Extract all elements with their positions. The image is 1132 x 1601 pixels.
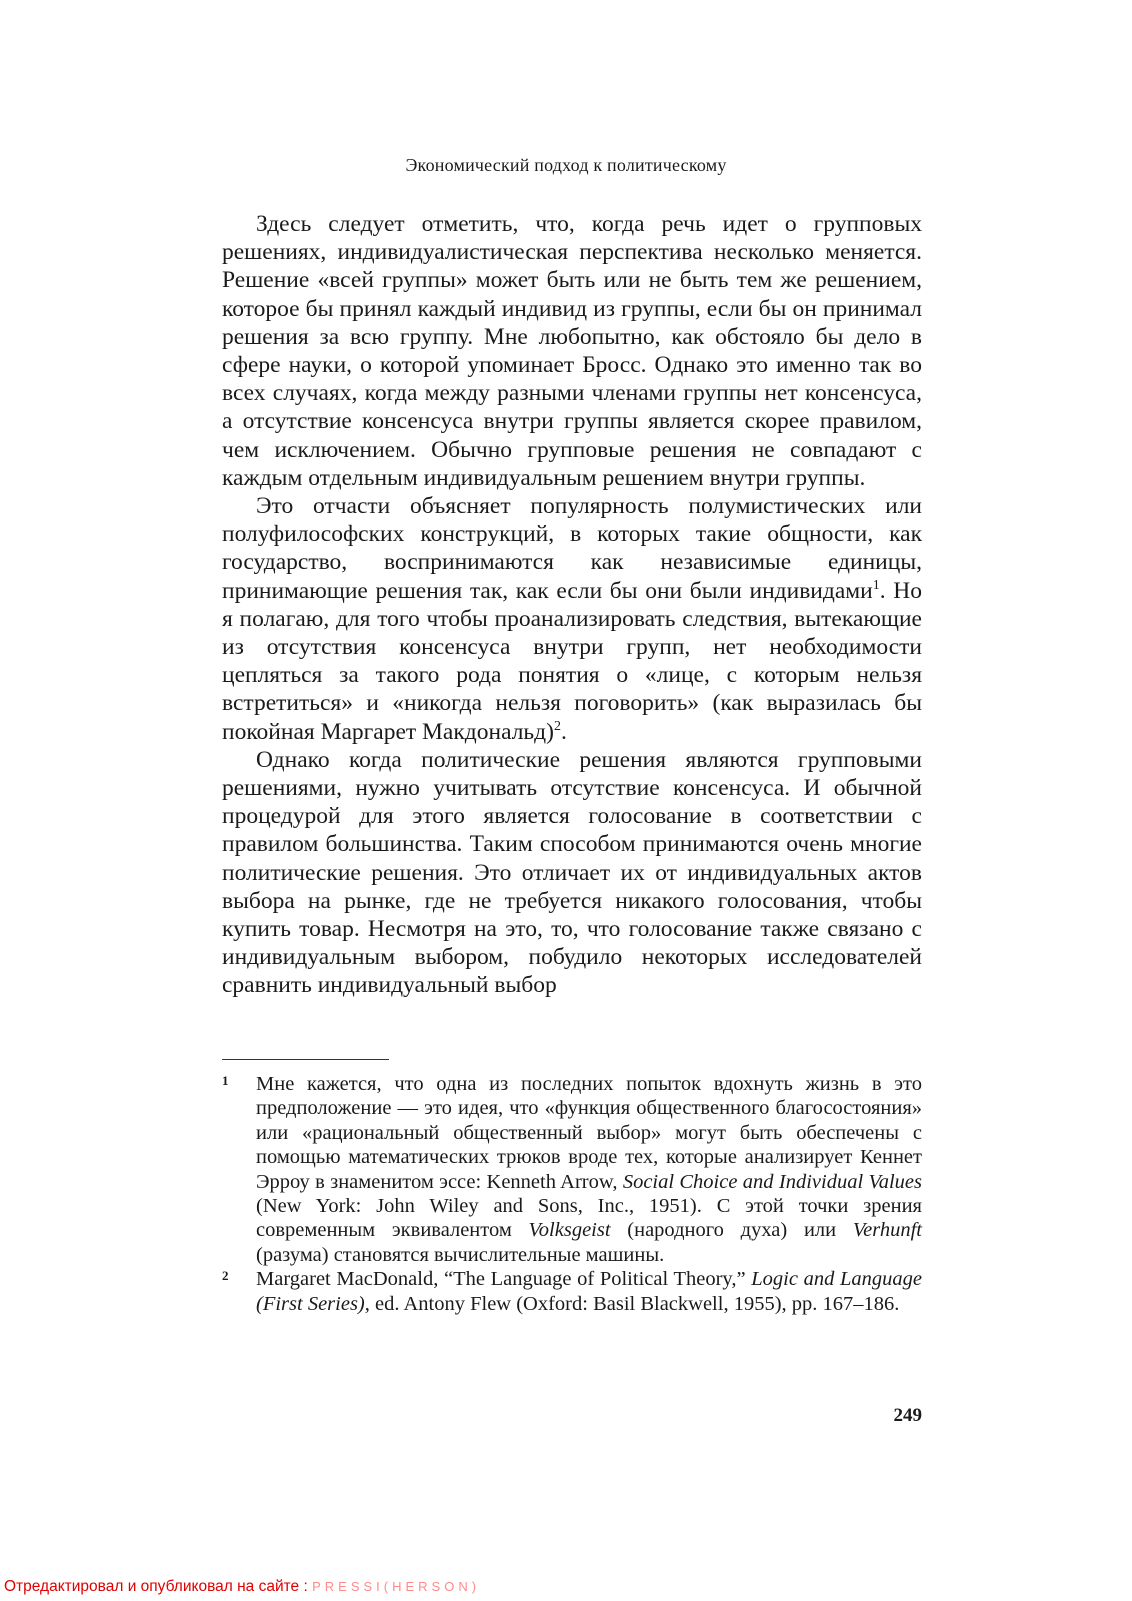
watermark <box>4 1578 480 1596</box>
watermark-site: PRESSI(HERSON) <box>312 1579 481 1594</box>
footnote-ref[interactable]: 2 <box>553 718 561 734</box>
footnote-text: Мне кажется, что одна из последних попыток вдохнуть жизнь в это предположение — это идея, что «функция общественного благосостояния» или «рациональный общественный выбор» могут быть обеспечены с помощью математических трюков вроде тех, которые анализирует Кеннет Эрроу в знаменитом эссе: Kenneth Arrow, <box>256 1073 922 1193</box>
footnote-italic: Verhunft <box>852 1219 922 1242</box>
watermark-separator: : <box>299 1578 313 1595</box>
paragraph-text: . <box>560 718 567 745</box>
footnote-text: (разума) становятся вычислительные машины. <box>256 1243 665 1266</box>
paragraph <box>222 492 922 746</box>
footnote-italic: Social Choice and Individual Values <box>622 1170 922 1193</box>
footnote-italic: Logic and Language (First Series) <box>256 1268 922 1315</box>
footnote-italic: Volksgeist <box>528 1219 611 1242</box>
footnote-ref[interactable]: 1 <box>872 577 880 593</box>
paragraph-text: . Но я полагаю, для того чтобы проанализировать следствия, вытекающие из отсутствия консенсуса внутри групп, нет необходимости цепляться за такого рода понятия о «лице, с которым нельзя встретиться» и «никогда нельзя поговорить» (как выразилась бы покойная Маргарет Макдональд) <box>222 577 922 745</box>
footnote-number: 2 <box>222 1268 229 1284</box>
footnotes <box>222 1072 922 1316</box>
main-text <box>222 210 922 1000</box>
page-number: 249 <box>893 1405 922 1426</box>
running-head: Экономический подход к политическому <box>405 155 727 175</box>
footnote-text: , ed. Antony Flew (Oxford: Basil Blackwell, 1955), pp. 167–186. <box>364 1292 900 1315</box>
footnote-divider <box>222 1059 389 1060</box>
watermark-label: Отредактировал и опубликовал на сайте <box>4 1578 300 1595</box>
paragraph: Здесь следует отметить, что, когда речь идет о групповых решениях, индивидуалистическая перспектива несколько меняется. Решение «всей группы» может быть или не быть тем же решением, которое бы принял каждый индивид из группы, если бы он принимал решения за всю группу. Мне любопытно, как обстояло бы дело в сфере науки, о которой упоминает Бросс. Однако это именно так во всех случаях, когда между разными членами группы нет консенсуса, а отсутствие консенсуса внутри группы является скорее правилом, чем исключением. Обычно групповые решения не совпадают с каждым отдельным индивидуальным решением внутри группы. <box>222 211 922 491</box>
footnote-text: Margaret MacDonald, “The Language of Political Theory,” <box>256 1268 752 1291</box>
footnote <box>222 1267 922 1316</box>
footnote-text: (народного духа) или <box>610 1219 853 1242</box>
footnote <box>222 1072 922 1267</box>
footnote-number: 1 <box>222 1073 229 1088</box>
paragraph: Однако когда политические решения являются групповыми решениями, нужно учитывать отсутствие консенсуса. И обычной процедурой для этого является голосование в соответствии с правилом большинства. Таким способом принимаются очень многие политические решения. Это отличает их от индивидуальных актов выбора на рынке, где не требуется никакого голосования, чтобы купить товар. Несмотря на это, то, что голосование также связано с индивидуальным выбором, побудило некоторых исследователей сравнить индивидуальный выбор <box>222 746 922 999</box>
paragraph-text: Это отчасти объясняет популярность полумистических или полуфилософских конструкций, в которых такие общности, как государство, воспринимаются как независимые единицы, принимающие решения так, как если бы они были индивидами <box>222 493 922 604</box>
footnote-text: (New York: John Wiley and Sons, Inc., 1951). С этой точки зрения современным эквивалентом <box>256 1195 922 1242</box>
